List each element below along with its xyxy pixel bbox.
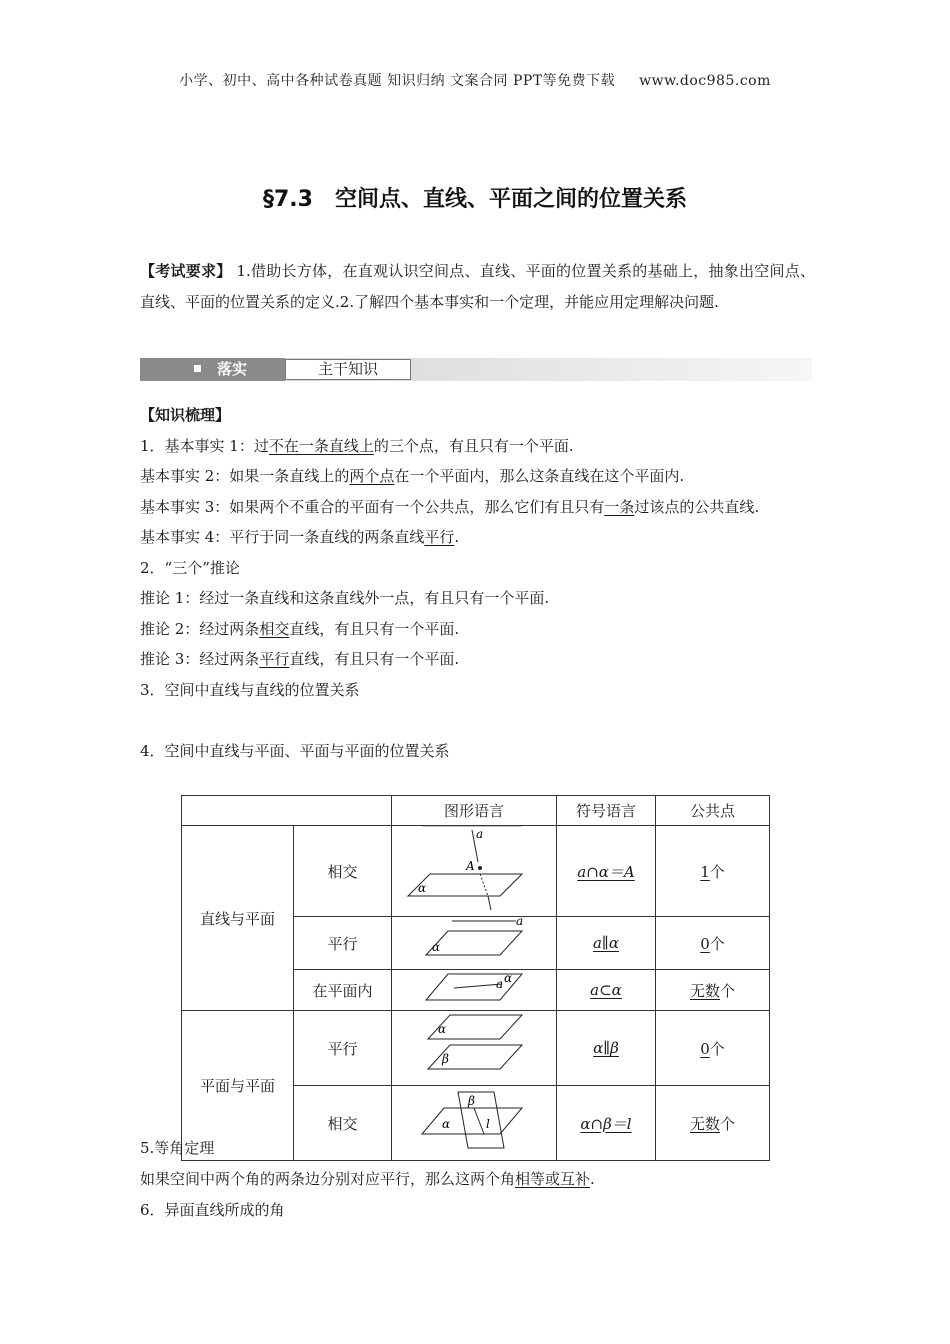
label-a: a bbox=[476, 827, 484, 841]
section-number: §7.3 bbox=[263, 187, 313, 212]
blank-answer: 不在一条直线上 bbox=[268, 436, 374, 455]
section-4-heading: 4．空间中直线与平面、平面与平面的位置关系 bbox=[140, 742, 450, 760]
blank-answer: 两个点 bbox=[349, 467, 395, 485]
corollary-2: 推论 2：经过两条相交直线，有且只有一个平面. bbox=[140, 619, 460, 638]
section-3-heading: 3．空间中直线与直线的位置关系 bbox=[140, 680, 360, 699]
figure-svg bbox=[392, 1011, 556, 1081]
spacer bbox=[140, 705, 815, 736]
fact-4: 基本事实 4：平行于同一条直线的两条直线平行. bbox=[140, 528, 460, 546]
relation-table bbox=[181, 795, 770, 1161]
knowledge-heading: 【知识梳理】 bbox=[140, 406, 231, 424]
count-cell: 1个 bbox=[656, 826, 770, 917]
blank-answer: 一条 bbox=[604, 497, 635, 516]
knowledge-section bbox=[140, 400, 815, 767]
label-a: a bbox=[496, 977, 504, 991]
page-header bbox=[0, 70, 950, 90]
section-5-heading: 5.等角定理 bbox=[140, 1139, 215, 1157]
count-cell: 无数个 bbox=[656, 970, 770, 1011]
header-text: 小学、初中、高中各种试卷真题 知识归纳 文案合同 PPT等免费下载 bbox=[179, 73, 616, 89]
label-alpha: α bbox=[438, 1022, 447, 1036]
fact-2: 基本事实 2：如果一条直线上的两个点在一个平面内，那么这条直线在这个平面内. bbox=[140, 467, 685, 485]
section-banner bbox=[140, 358, 812, 381]
table-header-cell: 图形语言 bbox=[392, 796, 557, 826]
table-row bbox=[182, 1011, 770, 1086]
blank-answer: 平行 bbox=[424, 528, 455, 546]
requirement-tag: 【考试要求】 bbox=[140, 262, 232, 280]
fact-1: 1．基本事实 1：过不在一条直线上的三个点，有且只有一个平面. bbox=[140, 436, 574, 455]
square-icon bbox=[194, 365, 201, 372]
banner-dark-label: 落实 bbox=[217, 360, 248, 378]
after-table-section bbox=[140, 1133, 815, 1226]
fact-3: 基本事实 3：如果两个不重合的平面有一个公共点，那么它们有且只有一条过该点的公共直线. bbox=[140, 497, 760, 516]
banner-box: 主干知识 bbox=[285, 359, 411, 380]
table-row bbox=[182, 826, 770, 917]
relation-label: 相交 bbox=[294, 1086, 392, 1161]
blank-answer: 相交 bbox=[259, 619, 290, 638]
figure-svg bbox=[392, 917, 556, 965]
table-header-row bbox=[182, 796, 770, 826]
header-url[interactable]: www.doc985.com bbox=[639, 73, 771, 89]
label-A: A bbox=[466, 859, 475, 873]
label-a: a bbox=[516, 917, 524, 928]
count-cell: 0个 bbox=[656, 917, 770, 970]
banner-dark bbox=[140, 358, 285, 381]
table-header-cell: 公共点 bbox=[656, 796, 770, 826]
group-label: 直线与平面 bbox=[182, 826, 294, 1011]
corollary-3: 推论 3：经过两条平行直线，有且只有一个平面. bbox=[140, 650, 460, 668]
figure-plane-parallel-plane bbox=[392, 1011, 557, 1086]
section-title: 空间点、直线、平面之间的位置关系 bbox=[334, 187, 687, 212]
exam-requirement bbox=[140, 256, 815, 318]
requirement-text: 1.借助长方体，在直观认识空间点、直线、平面的位置关系的基础上，抽象出空间点、直线、平面的位置关系的定义.2.了解四个基本事实和一个定理，并能应用定理解决问题. bbox=[140, 262, 815, 311]
figure-line-parallel-plane bbox=[392, 917, 557, 970]
relation-label: 平行 bbox=[294, 917, 392, 970]
symbol-cell: α∩β＝l bbox=[557, 1086, 656, 1161]
section-6-heading: 6．异面直线所成的角 bbox=[140, 1201, 285, 1219]
group-label: 平面与平面 bbox=[182, 1011, 294, 1161]
label-beta: β bbox=[468, 1094, 475, 1108]
figure-svg bbox=[392, 970, 556, 1006]
relation-label: 相交 bbox=[294, 826, 392, 917]
section-2-heading: 2．“三个”推论 bbox=[140, 558, 240, 577]
symbol-cell: a∩α＝A bbox=[557, 826, 656, 917]
symbol-cell: α∥β bbox=[557, 1011, 656, 1086]
corollary-1: 推论 1：经过一条直线和这条直线外一点，有且只有一个平面. bbox=[140, 589, 550, 607]
figure-line-in-plane bbox=[392, 970, 557, 1011]
page-title bbox=[0, 182, 950, 213]
count-cell: 0个 bbox=[656, 1011, 770, 1086]
equal-angle-theorem: 如果空间中两个角的两条边分别对应平行，那么这两个角相等或互补. bbox=[140, 1170, 595, 1188]
symbol-cell: a∥α bbox=[557, 917, 656, 970]
blank-answer: 相等或互补 bbox=[515, 1170, 591, 1188]
label-alpha: α bbox=[442, 1117, 451, 1131]
label-alpha: α bbox=[432, 940, 441, 954]
label-l: l bbox=[486, 1117, 490, 1131]
blank-answer: 平行 bbox=[259, 650, 290, 668]
figure-svg bbox=[392, 826, 556, 912]
symbol-cell: a⊂α bbox=[557, 970, 656, 1011]
table-header-empty bbox=[182, 796, 392, 826]
label-alpha: α bbox=[504, 971, 513, 985]
count-cell: 无数个 bbox=[656, 1086, 770, 1161]
relation-label: 平行 bbox=[294, 1011, 392, 1086]
label-alpha: α bbox=[418, 881, 427, 895]
label-beta: β bbox=[442, 1052, 449, 1066]
table-header-cell: 符号语言 bbox=[557, 796, 656, 826]
figure-line-intersect-plane bbox=[392, 826, 557, 917]
relation-label: 在平面内 bbox=[294, 970, 392, 1011]
